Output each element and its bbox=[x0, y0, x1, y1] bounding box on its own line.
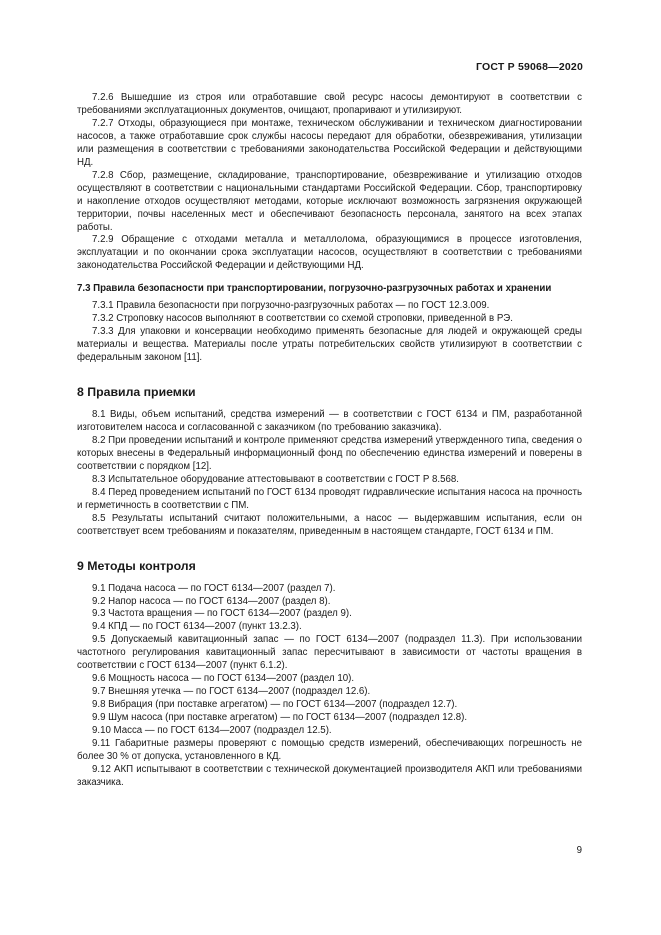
paragraph-7-2-6: 7.2.6 Вышедшие из строя или отработавшие свой ресурс насосы демонтируют в соответствии с требованиями эксплуатационных документов, очищают, пропаривают и утилизируют. bbox=[77, 92, 582, 116]
paragraph-9-7: 9.7 Внешняя утечка — по ГОСТ 6134—2007 (подраздел 12.6). bbox=[92, 686, 371, 698]
paragraph-9-3: 9.3 Частота вращения — по ГОСТ 6134—2007 (раздел 9). bbox=[92, 608, 352, 620]
paragraph-7-3-3: 7.3.3 Для упаковки и консервации необходимо применять безопасные для людей и окружающей среды материалы и вещества. Материалы после утраты потребительских свойств утилизируют в соответствии с федеральным законом [11]. bbox=[77, 326, 582, 364]
document-code: ГОСТ Р 59068—2020 bbox=[475, 61, 583, 73]
paragraph-8-5: 8.5 Результаты испытаний считают положительными, а насос — выдержавшим испытания, если он соответствует всем требованиям и показателям, приведенным в настоящем стандарте, ГОСТ 6134 и ПМ. bbox=[77, 512, 582, 537]
page-body bbox=[77, 92, 582, 790]
paragraph-7-3-1: 7.3.1 Правила безопасности при погрузочно-разгрузочных работах — по ГОСТ 12.3.009. bbox=[92, 300, 490, 312]
paragraph-7-2-8: 7.2.8 Сбор, размещение, складирование, транспортирование, обезвреживание и утилизацию отходов осуществляют в соответствии с национальными стандартами Российской Федерации. Сбор, транспортировку и накопление отходов осуществляют методами, которые исключают возможность загрязнения окружающей территории, почвы населенных мест и обеспечивают безопасность персонала, занятого на всех этапах работы. bbox=[77, 169, 582, 233]
paragraph-7-3-2: 7.3.2 Строповку насосов выполняют в соответствии со схемой строповки, приведенной в РЭ. bbox=[92, 313, 513, 325]
section-heading-9: 9 Методы контроля bbox=[77, 558, 196, 573]
paragraph-9-6: 9.6 Мощность насоса — по ГОСТ 6134—2007 (раздел 10). bbox=[92, 673, 355, 685]
paragraph-9-5: 9.5 Допускаемый кавитационный запас — по ГОСТ 6134—2007 (подраздел 11.3). При использовании частотного регулирования кавитационный запас пересчитывают в зависимости от частоты вращения в соответствии с ГОСТ 6134—2007 (пункт 6.1.2). bbox=[77, 634, 582, 672]
paragraph-7-2-7: 7.2.7 Отходы, образующиеся при монтаже, техническом обслуживании и техническом диагностировании насосов, а также отработавшие срок службы насосы передают для обработки, обезвреживания, утилизации или размещения в соответствии с требованиями законодательства Российской Федерации и действующими НД. bbox=[77, 117, 582, 168]
paragraph-9-2: 9.2 Напор насоса — по ГОСТ 6134—2007 (раздел 8). bbox=[92, 595, 331, 607]
paragraph-9-11: 9.11 Габаритные размеры проверяют с помощью средств измерений, обеспечивающих погрешность не более 30 % от допуска, установленного в КД. bbox=[77, 737, 582, 762]
paragraph-8-3: 8.3 Испытательное оборудование аттестовывают в соответствии с ГОСТ Р 8.568. bbox=[92, 473, 459, 485]
paragraph-8-1: 8.1 Виды, объем испытаний, средства измерений — в соответствии с ГОСТ 6134 и ПМ, разработанной изготовителем насоса и согласованной с заказчиком (по требованию заказчика). bbox=[77, 409, 582, 433]
paragraph-7-2-9: 7.2.9 Обращение с отходами металла и металлолома, образующимися в процессе изготовления, эксплуатации и по окончании срока эксплуатации насосов, осуществляют в соответствии с требованиями законодательства Российской Федерации и действующими НД. bbox=[77, 234, 582, 272]
page-number: 9 bbox=[576, 845, 582, 856]
paragraph-9-12: 9.12 АКП испытывают в соответствии с технической документацией производителя АКП или требованиями заказчика. bbox=[77, 763, 582, 788]
paragraph-8-2: 8.2 При проведении испытаний и контроле применяют средства измерений утвержденного типа, сведения о которых внесены в Федеральный информационный фонд по обеспечению единства измерений и поверены в соответствии с порядком [12]. bbox=[77, 434, 582, 472]
paragraph-9-4: 9.4 КПД — по ГОСТ 6134—2007 (пункт 13.2.3). bbox=[92, 621, 302, 633]
paragraph-9-8: 9.8 Вибрация (при поставке агрегатом) — по ГОСТ 6134—2007 (подраздел 12.7). bbox=[92, 699, 458, 711]
section-heading-8: 8 Правила приемки bbox=[77, 385, 196, 400]
paragraph-9-10: 9.10 Масса — по ГОСТ 6134—2007 (подраздел 12.5). bbox=[92, 725, 332, 737]
paragraph-9-1: 9.1 Подача насоса — по ГОСТ 6134—2007 (раздел 7). bbox=[92, 582, 336, 594]
paragraph-9-9: 9.9 Шум насоса (при поставке агрегатом) — по ГОСТ 6134—2007 (подраздел 12.8). bbox=[92, 712, 468, 724]
paragraph-8-4: 8.4 Перед проведением испытаний по ГОСТ 6134 проводят гидравлические испытания насоса на прочность и герметичность в соответствии с ПМ. bbox=[77, 486, 582, 511]
subsection-heading-7-3: 7.3 Правила безопасности при транспортировании, погрузочно-разгрузочных работах и хранении bbox=[77, 283, 552, 295]
